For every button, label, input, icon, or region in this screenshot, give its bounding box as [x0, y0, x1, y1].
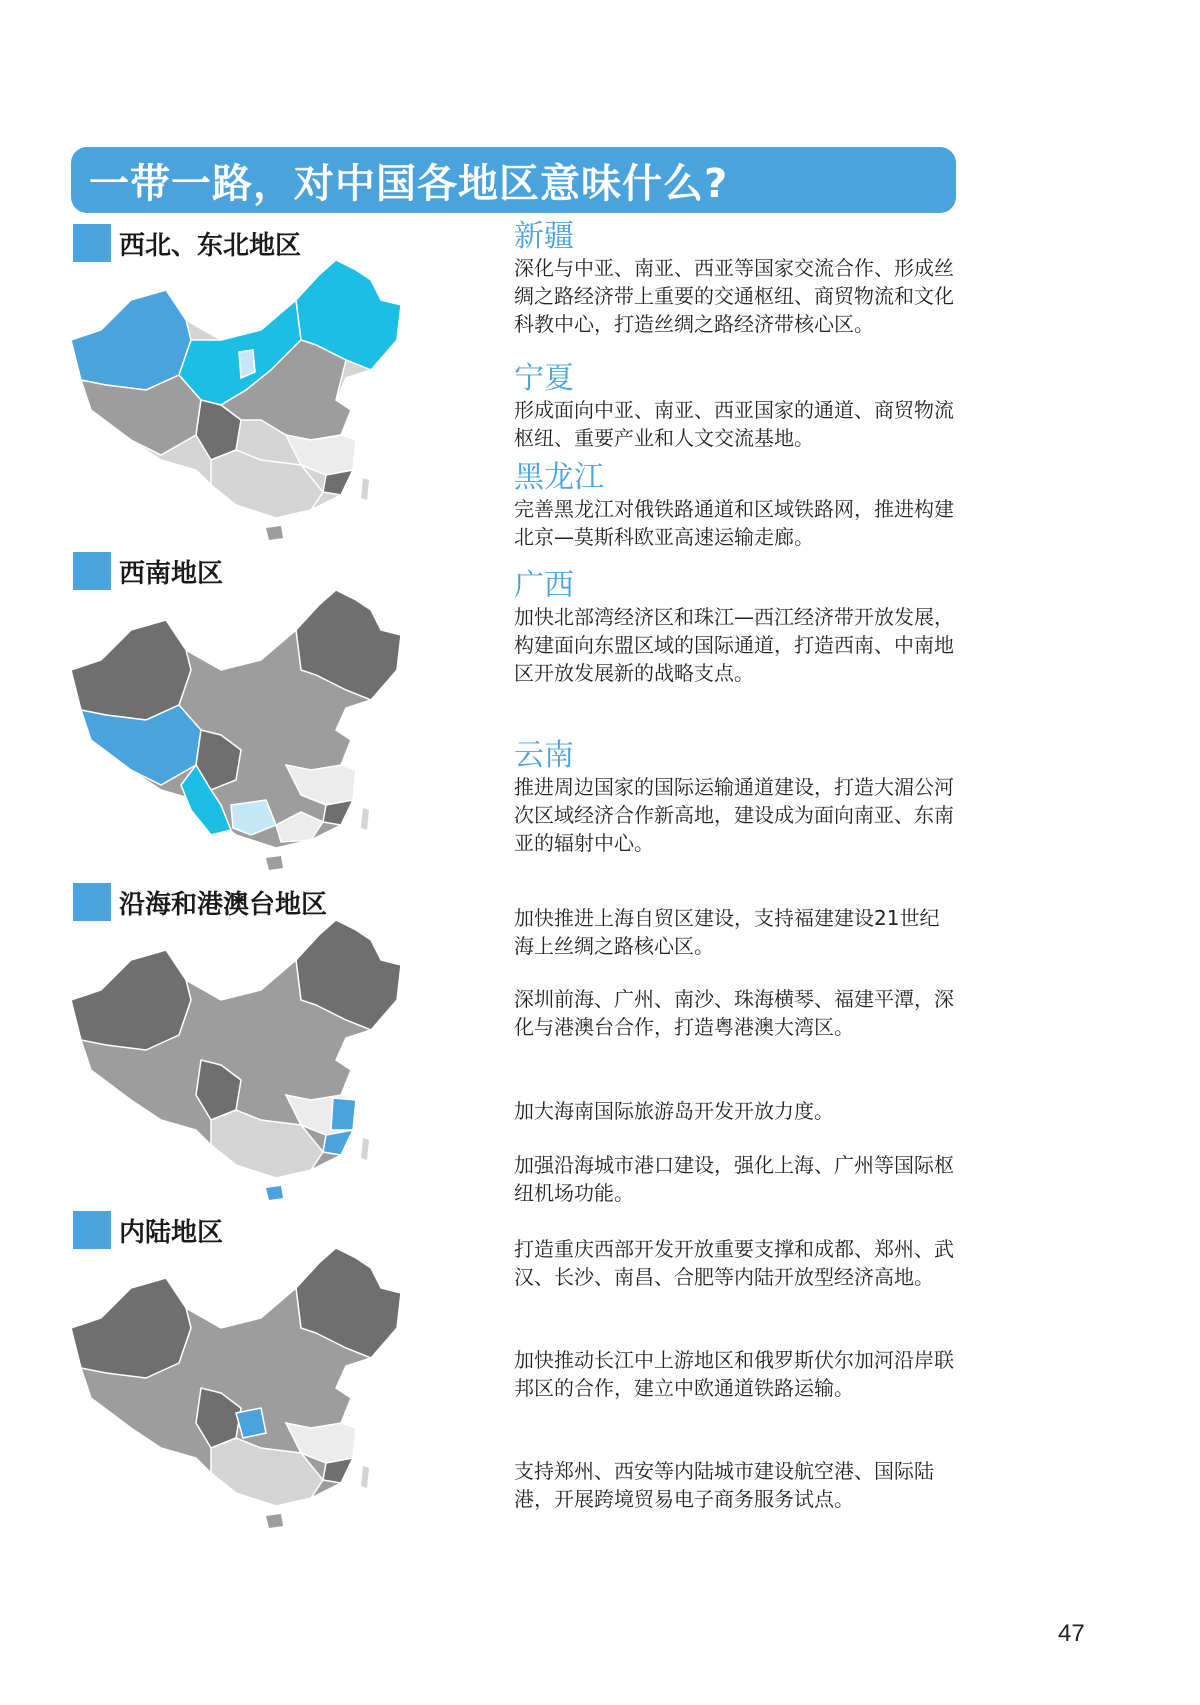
china-map-inland [71, 1248, 411, 1533]
province-name: 宁夏 [514, 361, 574, 396]
map-region-zhejiang [331, 1098, 356, 1130]
coastal-paragraph: 加快推进上海自贸区建设，支持福建建设21世纪海上丝绸之路核心区。 [514, 906, 940, 958]
inland-paragraph: 加快推动长江中上游地区和俄罗斯伏尔加河沿岸联邦区的合作，建立中欧通道铁路运输。 [514, 1348, 954, 1400]
region-marker [73, 883, 111, 921]
page-title: 一带一路，对中国各地区意味什么? [89, 160, 729, 207]
province-text: 推进周边国家的国际运输通道建设，打造大湄公河次区域经济合作新高地，建设成为面向南亚、东南亚的辐射中心。 [514, 775, 954, 855]
map-region-xinjiang [71, 1278, 191, 1378]
map-region-taiwan [361, 1466, 369, 1488]
map-region-taiwan [361, 808, 369, 830]
province-name: 新疆 [514, 219, 574, 254]
region-label: 西北、东北地区 [119, 230, 302, 261]
map-region-hainan [266, 1514, 283, 1528]
map-region-taiwan [361, 1138, 369, 1160]
province-text: 深化与中亚、南亚、西亚等国家交流合作、形成丝绸之路经济带上重要的交通枢纽、商贸物流和文化科教中心，打造丝绸之路经济带核心区。 [514, 256, 954, 336]
region-label: 沿海和港澳台地区 [119, 889, 328, 920]
province-name: 广西 [514, 568, 574, 603]
map-region-hainan [266, 526, 283, 540]
region-marker [73, 224, 111, 262]
province-block-heilongjiang [514, 461, 954, 551]
province-block-xinjiang [514, 220, 954, 338]
map-region-ningxia [239, 350, 255, 378]
province-name: 黑龙江 [514, 460, 604, 495]
coastal-paragraph: 加大海南国际旅游岛开发开放力度。 [514, 1099, 834, 1123]
map-region-xinjiang [71, 950, 191, 1050]
region-southwest [73, 552, 223, 590]
coastal-paragraph: 深圳前海、广州、南沙、珠海横琴、福建平潭，深化与港澳台合作，打造粤港澳大湾区。 [514, 987, 954, 1039]
region-marker [73, 1211, 111, 1249]
region-inland [73, 1211, 223, 1249]
inland-paragraph: 支持郑州、西安等内陆城市建设航空港、国际陆港，开展跨境贸易电子商务服务试点。 [514, 1459, 934, 1511]
region-coastal [73, 883, 327, 921]
province-text: 形成面向中亚、南亚、西亚国家的通道、商贸物流枢纽、重要产业和人文交流基地。 [514, 398, 954, 450]
china-map-southwest [71, 590, 411, 875]
region-label: 西南地区 [119, 558, 224, 589]
title-banner [71, 147, 956, 213]
china-map-coastal [71, 920, 411, 1205]
province-block-ningxia [514, 362, 954, 452]
region-northwest-northeast [73, 224, 301, 262]
map-region-hainan [266, 1186, 283, 1200]
china-map-northwest-northeast [71, 260, 411, 545]
province-block-yunnan [514, 739, 954, 857]
province-text: 完善黑龙江对俄铁路通道和区域铁路网，推进构建北京—莫斯科欧亚高速运输走廊。 [514, 497, 954, 549]
map-region-xinjiang [71, 620, 191, 720]
region-label: 内陆地区 [119, 1217, 224, 1248]
region-marker [73, 552, 111, 590]
inland-paragraph: 打造重庆西部开发开放重要支撑和成都、郑州、武汉、长沙、南昌、合肥等内陆开放型经济高地。 [514, 1237, 954, 1289]
map-region-hainan [266, 856, 283, 870]
coastal-paragraph: 加强沿海城市港口建设，强化上海、广州等国际枢纽机场功能。 [514, 1153, 954, 1205]
province-block-guangxi [514, 569, 954, 687]
map-region-taiwan [361, 478, 369, 500]
province-text: 加快北部湾经济区和珠江—西江经济带开放发展，构建面向东盟区域的国际通道，打造西南、中南地区开放发展新的战略支点。 [514, 605, 954, 685]
page-number: 47 [1058, 1620, 1085, 1647]
map-region-xinjiang [71, 290, 191, 390]
province-name: 云南 [514, 738, 574, 773]
